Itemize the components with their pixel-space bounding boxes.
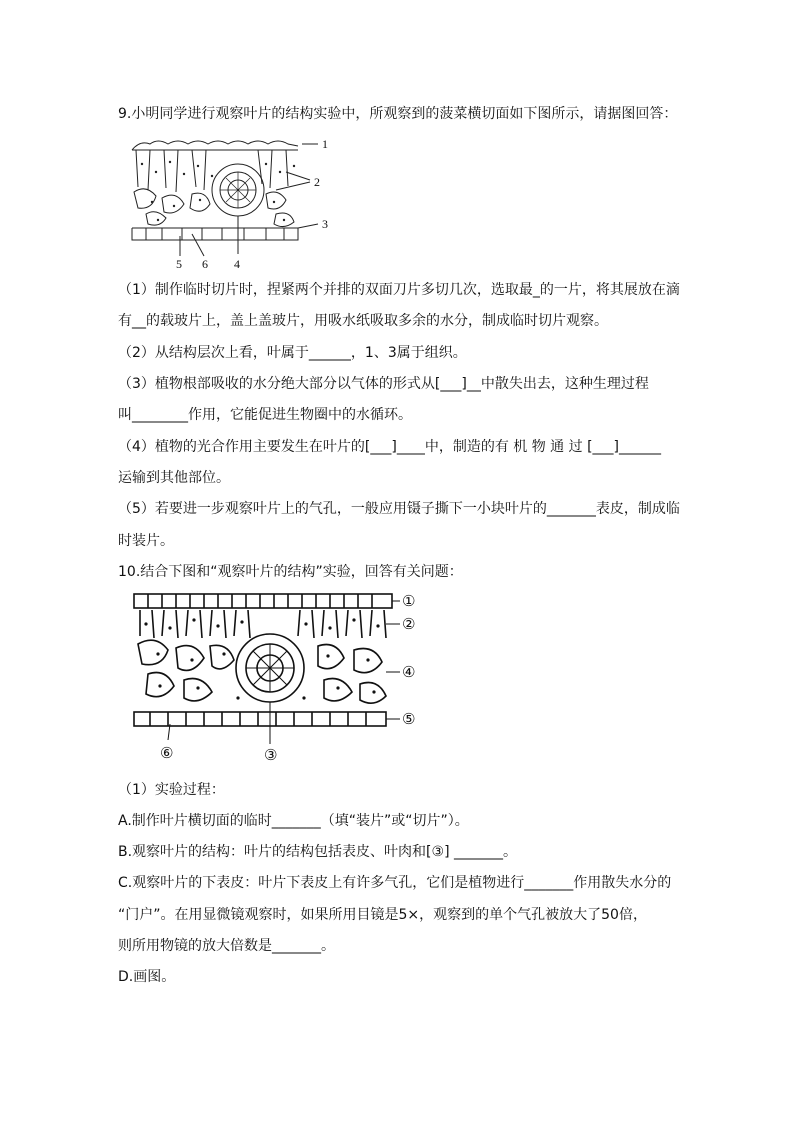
q9-label-6: 6 <box>202 257 208 271</box>
q9-label-3: 3 <box>322 217 328 231</box>
q10-label-5: ⑤ <box>402 710 416 728</box>
q9-part4-line1: （4）植物的光合作用主要发生在叶片的[___]____中，制造的有 机 物 通 过 [___]______ <box>118 439 662 455</box>
q10-label-2: ② <box>402 615 416 633</box>
q10-label-3: ③ <box>264 746 278 764</box>
q10-label-6: ⑥ <box>160 744 174 762</box>
q9-label-1: 1 <box>322 137 328 151</box>
q9-part1-line2: 有__的载玻片上，盖上盖玻片，用吸水纸吸取多余的水分，制成临时切片观察。 <box>118 313 608 329</box>
q10-stem: 10.结合下图和“观察叶片的结构”实验，回答有关问题： <box>118 564 463 580</box>
q10-part1: （1）实验过程： <box>118 782 225 798</box>
q9-part5-line1: （5）若要进一步观察叶片上的气孔，一般应用镊子撕下一小块叶片的_______表皮，制成临 <box>118 501 680 517</box>
q10-step-a: A.制作叶片横切面的临时_______（填“装片”或“切片”）。 <box>118 813 469 829</box>
q9-label-4: 4 <box>234 257 240 271</box>
q9-part3-line1: （3）植物根部吸收的水分绝大部分以气体的形式从[___]__中散失出去，这种生理过程 <box>118 376 649 392</box>
q10-label-1: ① <box>402 592 416 610</box>
q9-label-2: 2 <box>314 175 320 189</box>
q9-label-5: 5 <box>176 257 182 271</box>
q10-leaf-cross-section-figure <box>128 588 440 768</box>
q10-leaf-diagram <box>128 588 440 768</box>
q9-stem: 9.小明同学进行观察叶片的结构实验中，所观察到的菠菜横切面如下图所示，请据图回答： <box>118 106 678 122</box>
q9-part4-line2: 运输到其他部位。 <box>118 470 230 486</box>
q9-part5-line2: 时装片。 <box>118 533 174 549</box>
q9-part2: （2）从结构层次上看，叶属于______，1、3属于组织。 <box>118 345 467 361</box>
q10-step-c-line1: C.观察叶片的下表皮：叶片下表皮上有许多气孔，它们是植物进行_______作用散失水分的 <box>118 875 672 891</box>
q9-part3-line2: 叫________作用，它能促进生物圈中的水循环。 <box>118 407 412 423</box>
q10-step-b: B.观察叶片的结构：叶片的结构包括表皮、叶肉和[③] _______。 <box>118 844 517 860</box>
q10-step-c-line2: “门户”。在用显微镜观察时，如果所用目镜是5×，观察到的单个气孔被放大了50倍， <box>118 907 647 923</box>
q9-part1-line1: （1）制作临时切片时，捏紧两个并排的双面刀片多切几次，选取最_的一片，将其展放在滴 <box>118 282 680 298</box>
q10-step-d: D.画图。 <box>118 969 176 985</box>
q9-leaf-diagram <box>126 132 346 274</box>
q9-leaf-cross-section-figure <box>126 132 346 274</box>
q10-step-c-line3: 则所用物镜的放大倍数是_______。 <box>118 938 335 954</box>
q10-label-4: ④ <box>402 663 416 681</box>
